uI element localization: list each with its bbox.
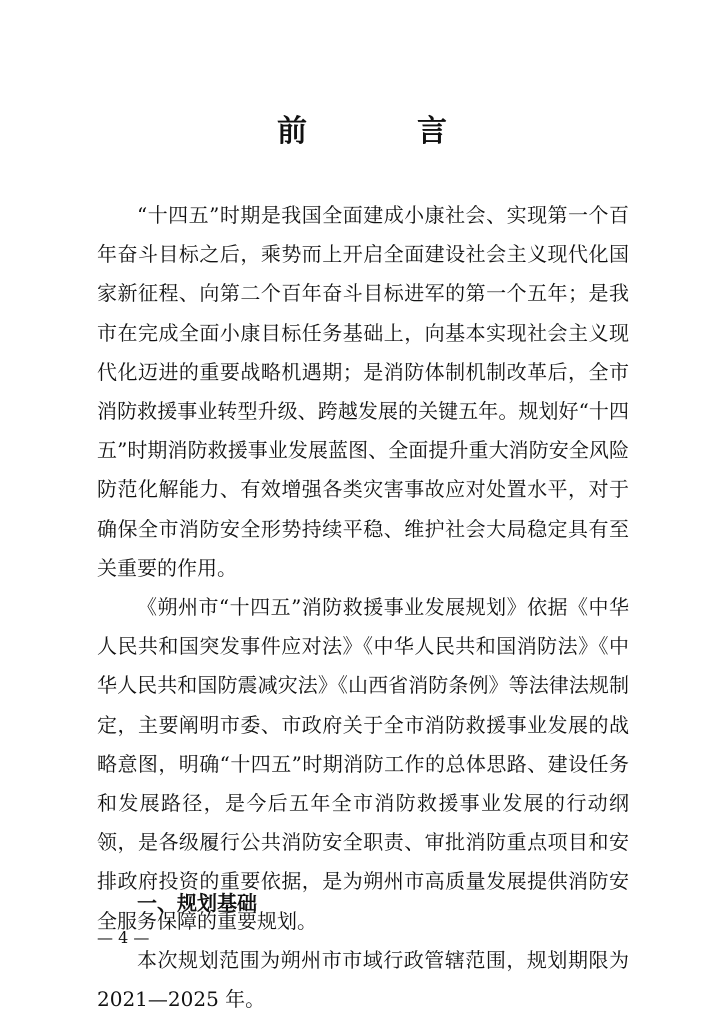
section-heading: 一、规划基础 <box>137 891 257 915</box>
paragraph-intro: “十四五”时期是我国全面建成小康社会、实现第一个百年奋斗目标之后，乘势而上开启全面建设社会主义现代化国家新征程、向第二个百年奋斗目标进军的第一个五年；是我市在完成全面小康目标任务基础上，向基本实现社会主义现代化迈进的重要战略机遇期；是消防体制机制改革后，全市消防救援事业转型升级、跨越发展的关键五年。规划好“十四五”时期消防救援事业发展蓝图、全面提升重大消防安全风险防范化解能力、有效增强各类灾害事故应对处置水平，对于确保全市消防安全形势持续平稳、维护社会大局稳定具有至关重要的作用。 <box>97 203 629 580</box>
paragraph-basis: 《朔州市“十四五”消防救援事业发展规划》依据《中华人民共和国突发事件应对法》《中华人民共和国消防法》《中华人民共和国防震减灾法》《山西省消防条例》等法律法规制定，主要阐明市委、市政府关于全市消防救援事业发展的战略意图，明确“十四五”时期消防工作的总体思路、建设任务和发展路径，是今后五年全市消防救援事业发展的行动纲领，是各级履行公共消防安全职责、审批消防重点项目和安排政府投资的重要依据，是为朔州市高质量发展提供消防安全服务保障的重要规划。 <box>97 595 629 933</box>
page-title: 前 言 <box>277 114 487 149</box>
paragraph-scope: 本次规划范围为朔州市市域行政管辖范围，规划期限为 2021—2025 年。 <box>97 947 629 1012</box>
page-number: — 4 — <box>97 928 150 947</box>
